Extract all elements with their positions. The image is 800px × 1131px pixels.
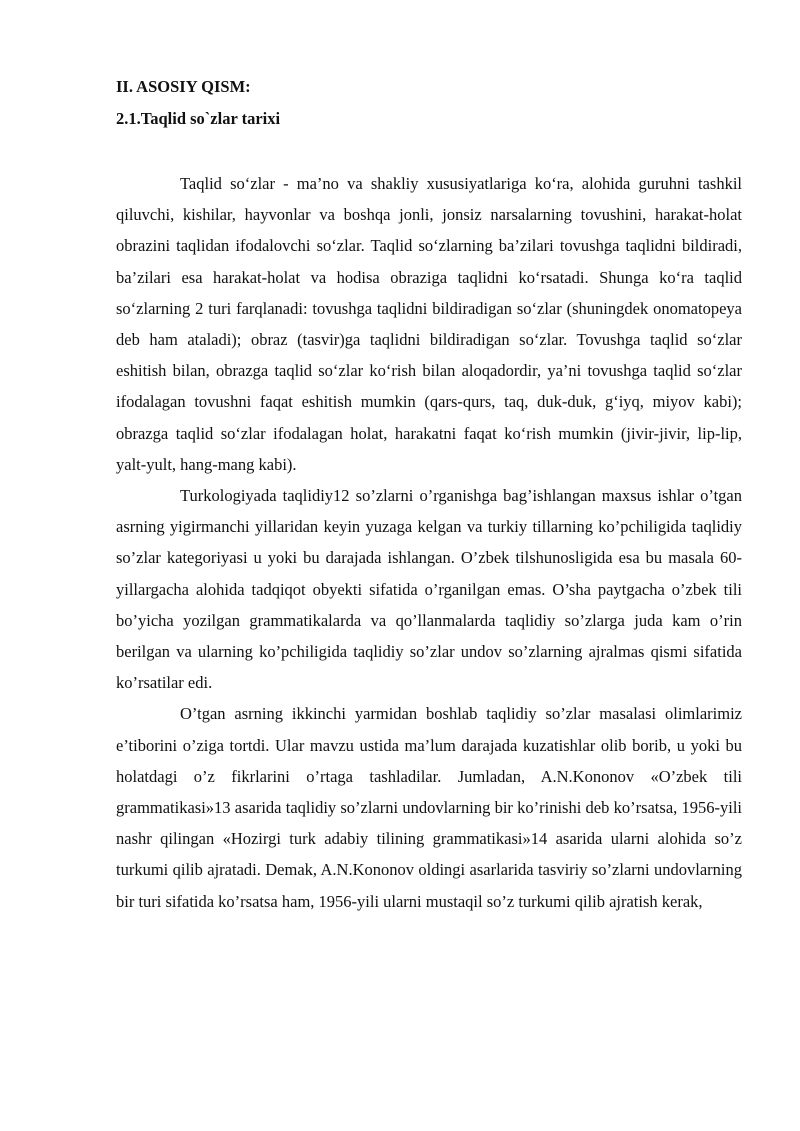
section-heading: II. ASOSIY QISM: <box>116 77 251 96</box>
paragraph-turkology: Turkologiyada taqlidiy12 so’zlarni o’rganishga bag’ishlangan maxsus ishlar o’tgan asrning yigirmanchi yillaridan keyin yuzaga kelgan va turkiy tillarning ko’pchiligida taqlidiy so’zlar kategoriyasi u yoki bu darajada ishlangan. O’zbek tilshunosligida esa bu masala 60-yillargacha alohida tadqiqot obyekti sifatida o’rganilgan emas. O’sha paytgacha o’zbek tili bo’yicha yozilgan grammatikalarda va qo’llanmalarda taqlidiy so’zlarga juda kam o’rin berilgan va ularning ko’pchiligida taqlidiy so’zlar undov so’zlarning ajralmas qismi sifatida ko’rsatilar edi. <box>116 486 742 693</box>
document-page <box>116 76 742 917</box>
subsection-heading: 2.1.Taqlid so`zlar tarixi <box>116 109 281 128</box>
heading-spacer <box>116 130 742 168</box>
paragraph-taqlid-definition: Taqlid so‘zlar - ma’no va shakliy xususiyatlariga ko‘ra, alohida guruhni tashkil qiluvchi, kishilar, hayvonlar va boshqa jonli, jonsiz narsalarning tovushini, harakat-holat obrazini taqlidan ifodalovchi so‘zlar. Taqlid so‘zlarning ba’zilari tovushga taqlidni bildiradi, ba’zilari esa harakat-holat va hodisa obraziga taqlidni ko‘rsatadi. Shunga ko‘ra taqlid so‘zlarning 2 turi farqlanadi: tovushga taqlidni bildiradigan so‘zlar (shuningdek onomatopeya deb ham ataladi); obraz (tasvir)ga taqlidni bildiradigan so‘zlar. Tovushga taqlid so‘zlar eshitish bilan, obrazga taqlid so‘zlar ko‘rish bilan aloqadordir, ya’ni tovushga taqlid so‘zlar ifodalagan tovushni faqat eshitish mumkin (qars-qurs, taq, duk-duk, g‘iyq, miyov kabi); obrazga taqlid so‘zlar ifodalagan holat, harakatni faqat ko‘rish mumkin (jivir-jivir, lip-lip, yalt-yult, hang-mang kabi). <box>116 174 742 474</box>
paragraph-second-half-century: O’tgan asrning ikkinchi yarmidan boshlab taqlidiy so’zlar masalasi olimlarimiz e’tiborini o’ziga tortdi. Ular mavzu ustida ma’lum darajada kuzatishlar olib borib, u yoki bu holatdagi o’z fikrlarini o’rtaga tashladilar. Jumladan, A.N.Kononov «O’zbek tili grammatikasi»13 asarida taqlidiy so’zlarni undovlarning bir ko’rinishi deb ko’rsatsa, 1956-yili nashr qilingan «Hozirgi turk adabiy tilining grammatikasi»14 asarida ularni alohida so’z turkumi qilib ajratadi. Demak, A.N.Kononov oldingi asarlarida tasviriy so’zlarni undovlarning bir turi sifatida ko’rsatsa ham, 1956-yili ularni mustaqil so’z turkumi qilib ajratish kerak, <box>116 704 742 911</box>
